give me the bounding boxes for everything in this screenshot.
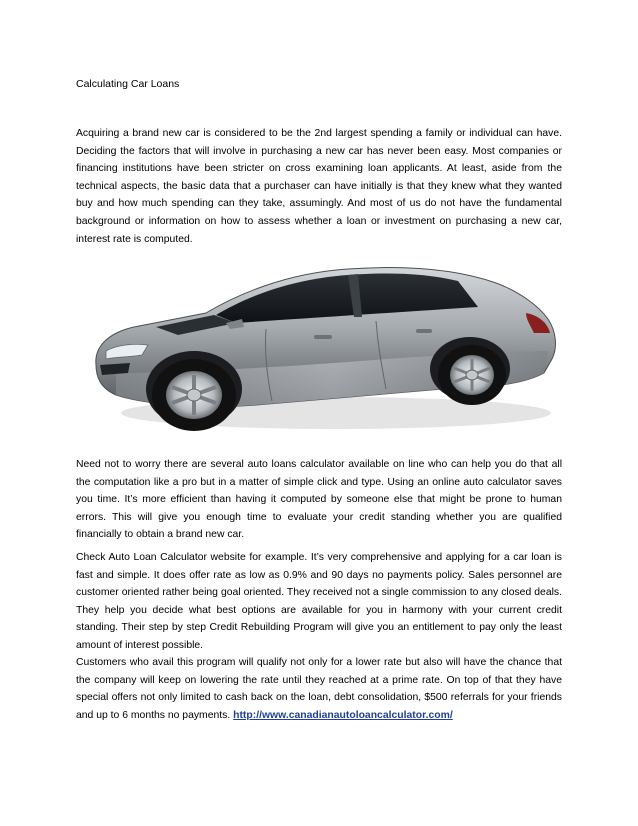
paragraph-calculator: Need not to worry there are several auto loans calculator available on line who can help you do that all the computation like a pro but in a matter of simple click and type. Using an online auto calculator saves you time. It’s more efficient than having it computed by someone else that might be prone to human errors. This will give you enough time to evaluate your credit standing whether you are qualified financially to obtain a brand new car. [76,459,562,541]
paragraph-intro: Acquiring a brand new car is considered to be the 2nd largest spending a family or individual can have. Deciding the factors that will involve in purchasing a new car has never been easy. Most companies or financing institutions have been stricter on cross examining loan applicants. At least, aside from the technical aspects, the basic data that a purchaser can have initially is that they knew what they wanted buy and how much spending can they take, assumingly. And most of us do not have the fundamental background or information on how to assess whether a loan or investment on purchasing a new car, interest rate is computed. [76,128,562,245]
paragraph-program-text: Customers who avail this program will qualify not only for a lower rate but also will have the chance that the company will keep on lowering the rate until they reached at a prime rate. On top of that they have special offers not only limited to cash back on the loan, debt consolidation, $500 referrals for your friends and up to 6 months no payments. [76,657,562,721]
paragraph-website: Check Auto Loan Calculator website for example. It’s very comprehensive and applying for a car loan is fast and simple. It does offer rate as low as 0.9% and 90 days no payments policy. Sales personnel are customer oriented rather being goal oriented. They received not a single commission to any closed deals. They help you decide what best options are available for you in harmony with your current credit standing. Their step by step Credit Rebuilding Program will give you an entitlement to pay only the least amount of interest possible. [76,552,562,651]
paragraph-program [76,654,562,724]
website-link[interactable]: http://www.canadianautoloancalculator.com/ [233,709,453,721]
document-title: Calculating Car Loans [76,78,180,90]
car-photo [86,255,564,435]
